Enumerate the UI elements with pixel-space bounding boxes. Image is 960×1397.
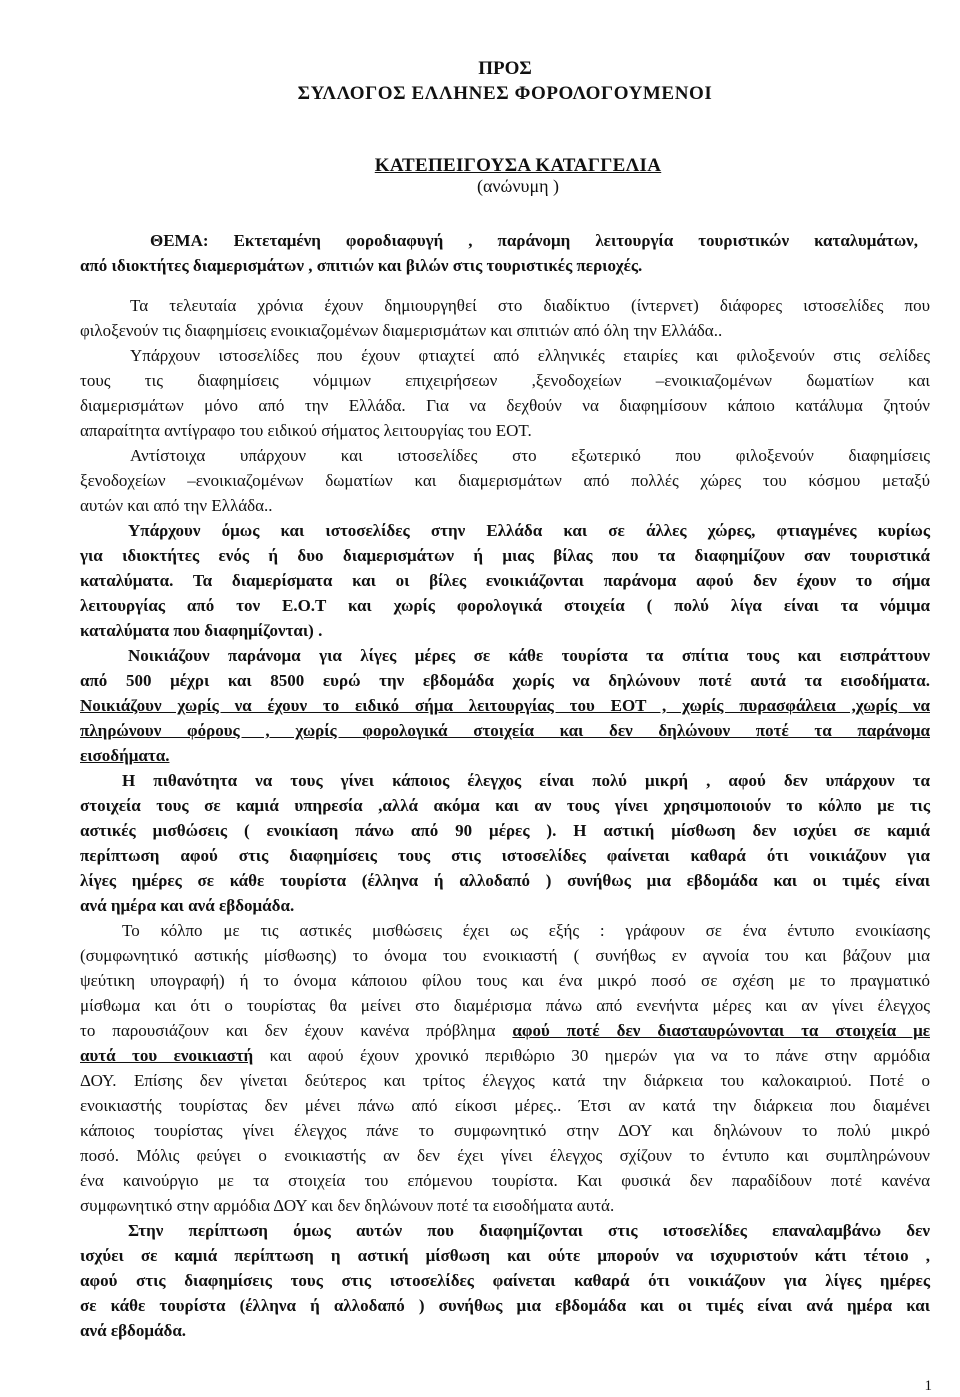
text-segment: και αφού έχουν χρονικό περιθώριο 30 ημερών για να το πάνε στην αρμόδια — [253, 1046, 931, 1065]
text-line: λίγες ημέρες σε κάθε τουρίστα (έλληνα ή αλλοδαπό ) συνήθως μια εβδομάδα και οι τιμές είναι — [80, 871, 930, 890]
text-line: τους τις διαφημίσεις νόμιμων επιχειρήσεων ,ξενοδοχείων –ενοικιαζομένων δωματίων και — [80, 371, 930, 390]
text-line: αυτών και από την Ελλάδα.. — [80, 496, 273, 515]
emphasized-text: Νοικιάζουν χωρίς να έχουν το ειδικό σήμα λειτουργίας του ΕΟΤ , χωρίς πυρασφάλεια ,χωρίς να — [80, 696, 930, 715]
subject-line: από ιδιοκτήτες διαμερισμάτων , σπιτιών και βιλών στις τουριστικές περιοχές. — [80, 256, 643, 275]
subject-line: ΘΕΜΑ: Εκτεταμένη φοροδιαφυγή , παράνομη λειτουργία τουριστικών καταλυμάτων, — [150, 231, 918, 250]
text-line: κάποιος τουρίστας γίνει έλεγχος πάνε το συμφωνητικό στην ΔΟΥ και δηλώνουν το πολύ μικρό — [80, 1121, 930, 1140]
text-line: Υπάρχουν όμως και ιστοσελίδες στην Ελλάδα και σε άλλες χώρες, φτιαγμένες κυρίως — [128, 521, 930, 540]
text-line — [80, 743, 930, 768]
emphasized-text: πληρώνουν φόρους , χωρίς φορολογικά στοιχεία και δεν δηλώνουν ποτέ τα παράνομα — [80, 721, 930, 740]
text-line: στοιχεία τους σε καμιά υπηρεσία ,αλλά ακόμα και αν τους γίνει χρησιμοποιούν το κόλπο με τις — [80, 796, 930, 815]
paragraph — [80, 443, 930, 518]
text-line: Στην περίπτωση όμως αυτών που διαφημίζονται στις ιστοσελίδες επαναλαμβάνω δεν — [128, 1221, 930, 1240]
text-line: Αντίστοιχα υπάρχουν και ιστοσελίδες στο εξωτερικό που φιλοξενούν διαφημίσεις — [130, 446, 930, 465]
text-line: ανά εβδομάδα. — [80, 1321, 187, 1340]
text-line: αστικές μισθώσεις ( ενοικίαση πάνω από 90 μέρες ). Η αστική μίσθωση δεν ισχύει σε καμιά — [80, 821, 930, 840]
text-line: περίπτωση αφού στις διαφημίσεις τους στις ιστοσελίδες φαίνεται καθαρά ότι νοικιάζουν για — [80, 846, 930, 865]
text-line: φιλοξενούν τις διαφημίσεις ενοικιαζομένων διαμερισμάτων και σπιτιών από όλη την Ελλάδα.. — [80, 321, 723, 340]
text-line: μίσθωμα και ότι ο τουρίστας θα μείνει στο διαμέρισμα πάνω από ενενήντα μέρες και αν γίνει έλεγχος — [80, 996, 930, 1015]
text-line — [80, 1043, 930, 1068]
text-line — [80, 1018, 930, 1043]
text-line: σε κάθε τουρίστα (έλληνα ή αλλοδαπό ) συνήθως μια εβδομάδα και οι τιμές είναι ανά ημέρα και — [80, 1296, 930, 1315]
emphasized-text: αυτά του ενοικιαστή — [80, 1046, 254, 1065]
emphasized-text: εισοδήματα. — [80, 746, 170, 765]
text-line: καταλύματα που διαφημίζονται) . — [80, 621, 323, 640]
recipient-label: ΠΡΟΣ — [478, 58, 532, 79]
text-line: ισχύει σε καμιά περίπτωση η αστική μίσθωση και ούτε μπορούν να ισχυριστούν κάτι τέτοιο , — [80, 1246, 930, 1265]
text-line: Το κόλπο με τις αστικές μισθώσεις έχει ως εξής : γράφουν σε ένα έντυπο ενοικίασης — [122, 921, 930, 940]
recipient-organization: ΣΥΛΛΟΓΟΣ ΕΛΛΗΝΕΣ ΦΟΡΟΛΟΓΟΥΜΕΝΟΙ — [297, 83, 713, 104]
document-body — [80, 293, 930, 1343]
text-line: Τα τελευταία χρόνια έχουν δημιουργηθεί στο διαδίκτυο (ίντερνετ) διάφορες ιστοσελίδες που — [130, 296, 930, 315]
paragraph — [80, 343, 930, 443]
paragraph — [80, 643, 930, 768]
text-line: αφού στις διαφημίσεις τους στις ιστοσελίδες φαίνεται καθαρά ότι νοικιάζουν για λίγες ημέρες — [80, 1271, 930, 1290]
text-line: ΔΟΥ. Επίσης δεν γίνεται δεύτερος και τρίτος έλεγχος κατά την διάρκεια του καλοκαιριού. Ποτέ ο — [80, 1071, 930, 1090]
text-line: διαμερισμάτων μόνο από την Ελλάδα. Για να δεχθούν να διαφημίσουν κάποιο κατάλυμα ζητούν — [80, 396, 930, 415]
paragraph — [80, 918, 930, 1218]
paragraph — [80, 518, 930, 643]
paragraph — [80, 293, 930, 343]
document-subtitle: (ανώνυμη ) — [476, 176, 560, 196]
subject-block — [80, 228, 918, 278]
text-line: για ιδιοκτήτες ενός ή δυο διαμερισμάτων ή μιας βίλας που τα διαφημίζουν σαν τουριστικά — [80, 546, 930, 565]
text-line: από 500 μέχρι και 8500 ευρώ την εβδομάδα χωρίς να δηλώνουν ποτέ αυτά τα εισοδήματα. — [80, 671, 930, 690]
text-line: Νοικιάζουν παράνομα για λίγες μέρες σε κάθε τουρίστα τα σπίτια τους και εισπράττουν — [128, 646, 930, 665]
text-line: συμφωνητικό στην αρμόδια ΔΟΥ και δεν δηλώνουν ποτέ τα εισοδήματα αυτά. — [80, 1196, 615, 1215]
text-line: ψεύτικη υπογραφή) ή το όνομα κάποιου φίλου τους και ένα μικρό ποσό σε σχέση με το πραγματικό — [80, 971, 930, 990]
text-line: ενοικιαστής τουρίστας δεν μένει πάνω από είκοσι μέρες.. Έτσι αν κατά την διάρκεια που διαμένει — [80, 1096, 930, 1115]
text-line — [80, 693, 930, 718]
text-line: (συμφωνητικό αστικής μίσθωσης) το όνομα του ενοικιαστή ( συνήθως εν αγνοία του και βάζουν μια — [80, 946, 930, 965]
text-line: απαραίτητα αντίγραφο του ειδικού σήματος λειτουργίας του ΕΟΤ. — [80, 421, 532, 440]
text-line: ποσό. Μόλις φεύγει ο ενοικιαστής αν δεν έχει γίνει έλεγχος σχίζουν το έντυπο και συμπληρώνουν — [80, 1146, 930, 1165]
text-line — [80, 718, 930, 743]
text-line: ένα καινούργιο με τα στοιχεία του επόμενου τουρίστα. Και φυσικά δεν παραδίδουν ποτέ κανένα — [80, 1171, 930, 1190]
text-line: ξενοδοχείων –ενοικιαζομένων δωματίων και διαμερισμάτων από πολλές χώρες του κόσμου μεταξύ — [80, 471, 930, 490]
paragraph — [80, 768, 930, 918]
text-line: Η πιθανότητα να τους γίνει κάποιος έλεγχος είναι πολύ μικρή , αφού δεν υπάρχουν τα — [122, 771, 930, 790]
document-title: ΚΑΤΕΠΕΙΓΟΥΣΑ ΚΑΤΑΓΓΕΛΙΑ — [374, 155, 662, 176]
emphasized-text: αφού ποτέ δεν διασταυρώνονται τα στοιχεία με — [512, 1021, 930, 1040]
text-line: καταλύματα. Τα διαμερίσματα και οι βίλες ενοικιάζονται παράνομα αφού δεν έχουν το σήμα — [80, 571, 930, 590]
paragraph — [80, 1218, 930, 1343]
text-line: ανά ημέρα και ανά εβδομάδα. — [80, 896, 295, 915]
text-segment: το παρουσιάζουν και δεν έχουν κανένα πρόβλημα — [80, 1021, 513, 1040]
text-line: λειτουργίας από τον Ε.Ο.Τ και χωρίς φορολογικά στοιχεία ( πολύ λίγα είναι τα νόμιμα — [80, 596, 930, 615]
text-line: Υπάρχουν ιστοσελίδες που έχουν φτιαχτεί από ελληνικές εταιρίες και φιλοξενούν στις σελίδες — [130, 346, 930, 365]
page-number: 1 — [924, 1378, 932, 1394]
